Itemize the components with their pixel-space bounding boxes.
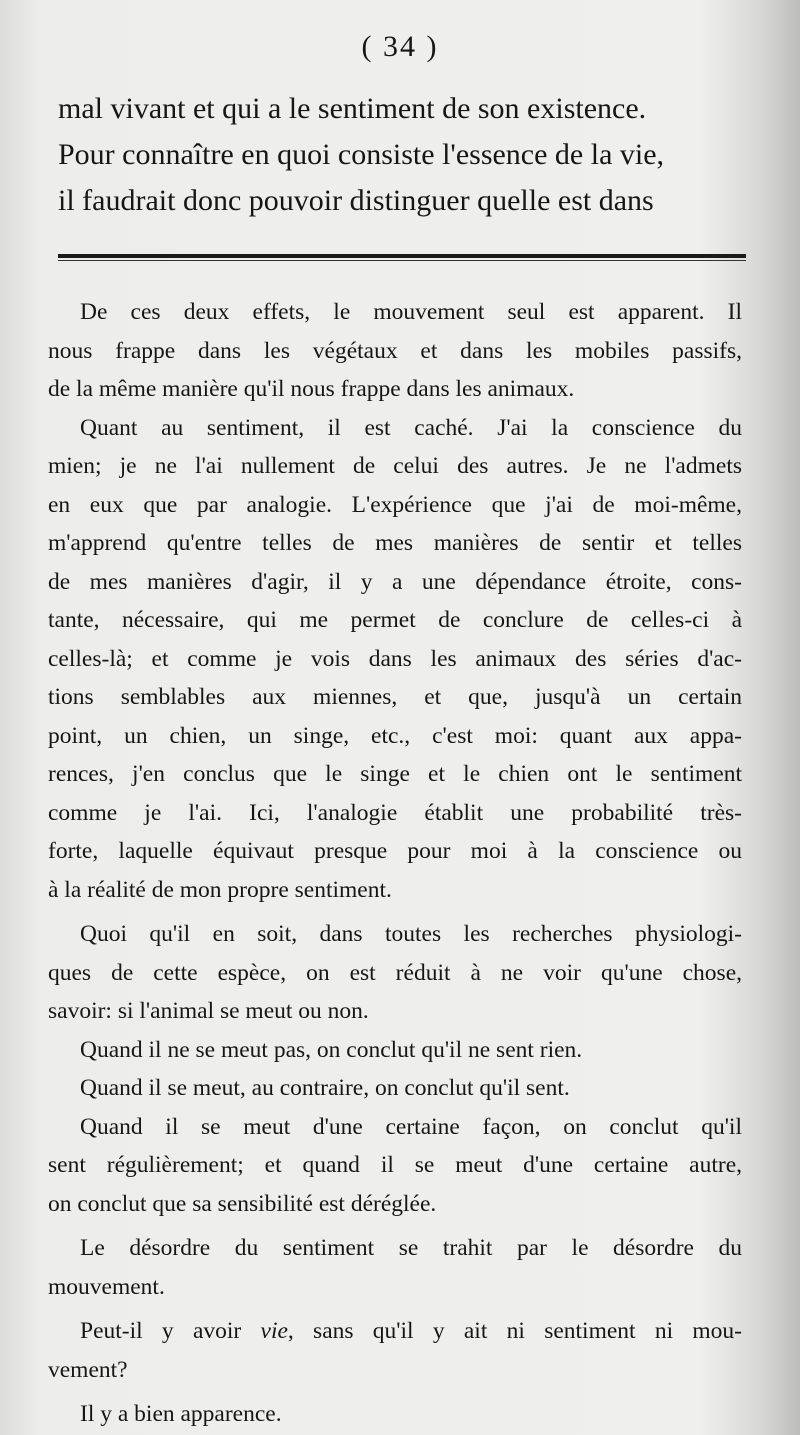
text-line <box>48 1312 742 1351</box>
page-number: ( 34 ) <box>361 30 439 63</box>
text-line: il faudrait donc pouvoir distinguer quelle est dans <box>58 184 654 217</box>
italic-word: vie <box>260 1318 288 1344</box>
text-line: de la même manière qu'il nous frappe dans les animaux. <box>48 376 575 402</box>
text-line: Quand il se meut d'une certaine façon, on conclut qu'il <box>80 1113 742 1140</box>
text-line: on conclut que sa sensibilité est déréglée. <box>48 1190 437 1217</box>
paragraph-7 <box>48 1229 742 1306</box>
text-line: mal vivant et qui a le sentiment de son existence. <box>58 92 647 125</box>
paragraph-8 <box>48 1312 742 1389</box>
text-line: vement? <box>48 1356 128 1383</box>
text-line: tante, nécessaire, qui me permet de conclure de celles-ci à <box>48 607 742 633</box>
text-line: à la réalité de mon propre sentiment. <box>48 876 392 903</box>
text-line: savoir: si l'animal se meut ou non. <box>48 998 369 1024</box>
text-line: De ces deux effets, le mouvement seul est apparent. Il <box>80 299 742 325</box>
text-line: forte, laquelle équivaut presque pour moi à la conscience ou <box>48 838 742 864</box>
paragraph-9 <box>48 1395 742 1434</box>
paragraph-3 <box>48 915 742 1031</box>
text-line: comme je l'ai. Ici, l'analogie établit une probabilité très- <box>48 799 742 826</box>
text-line: celles-là; et comme je vois dans les animaux des séries d'ac- <box>48 645 742 672</box>
text-line: point, un chien, un singe, etc., c'est moi: quant aux appa- <box>48 722 742 749</box>
horizontal-rule <box>58 254 746 258</box>
text-line: en eux que par analogie. L'expérience que j'ai de moi-même, <box>48 491 742 518</box>
text-line: rences, j'en conclus que le singe et le chien ont le sentiment <box>48 761 742 787</box>
paragraph-5 <box>48 1069 742 1108</box>
text-span: , sans qu'il y ait ni sentiment ni mou- <box>287 1318 742 1344</box>
text-line: m'apprend qu'entre telles de mes manières de sentir et telles <box>48 530 742 556</box>
text-line: Le désordre du sentiment se trahit par le désordre du <box>80 1235 742 1261</box>
text-line: mien; je ne l'ai nullement de celui des autres. Je ne l'admets <box>48 453 742 479</box>
text-line: ques de cette espèce, on est réduit à ne voir qu'une chose, <box>48 959 742 986</box>
text-line: de mes manières d'agir, il y a une dépendance étroite, cons- <box>48 568 742 595</box>
text-line: Quoi qu'il en soit, dans toutes les recherches physiologi- <box>80 921 742 947</box>
paragraph-6 <box>48 1108 742 1224</box>
footnote-text <box>48 293 742 1434</box>
text-line: nous frappe dans les végétaux et dans les mobiles passifs, <box>48 337 742 364</box>
text-line: Il y a bien apparence. <box>80 1401 282 1427</box>
text-line: Pour connaître en quoi consiste l'essence de la vie, <box>58 138 665 171</box>
continued-text <box>58 86 748 224</box>
text-line: Quand il se meut, au contraire, on conclut qu'il sent. <box>80 1075 570 1101</box>
text-line: mouvement. <box>48 1273 165 1300</box>
text-line: Quant au sentiment, il est caché. J'ai la conscience du <box>80 414 742 441</box>
text-line: tions semblables aux miennes, et que, jusqu'à un certain <box>48 684 742 710</box>
paragraph-1 <box>48 293 742 409</box>
text-line: Quand il ne se meut pas, on conclut qu'il ne sent rien. <box>80 1036 583 1063</box>
paragraph-2 <box>48 409 742 910</box>
text-line: sent régulièrement; et quand il se meut d'une certaine autre, <box>48 1152 742 1178</box>
paragraph-4 <box>48 1031 742 1070</box>
text-span: Peut-il y avoir <box>80 1318 261 1344</box>
